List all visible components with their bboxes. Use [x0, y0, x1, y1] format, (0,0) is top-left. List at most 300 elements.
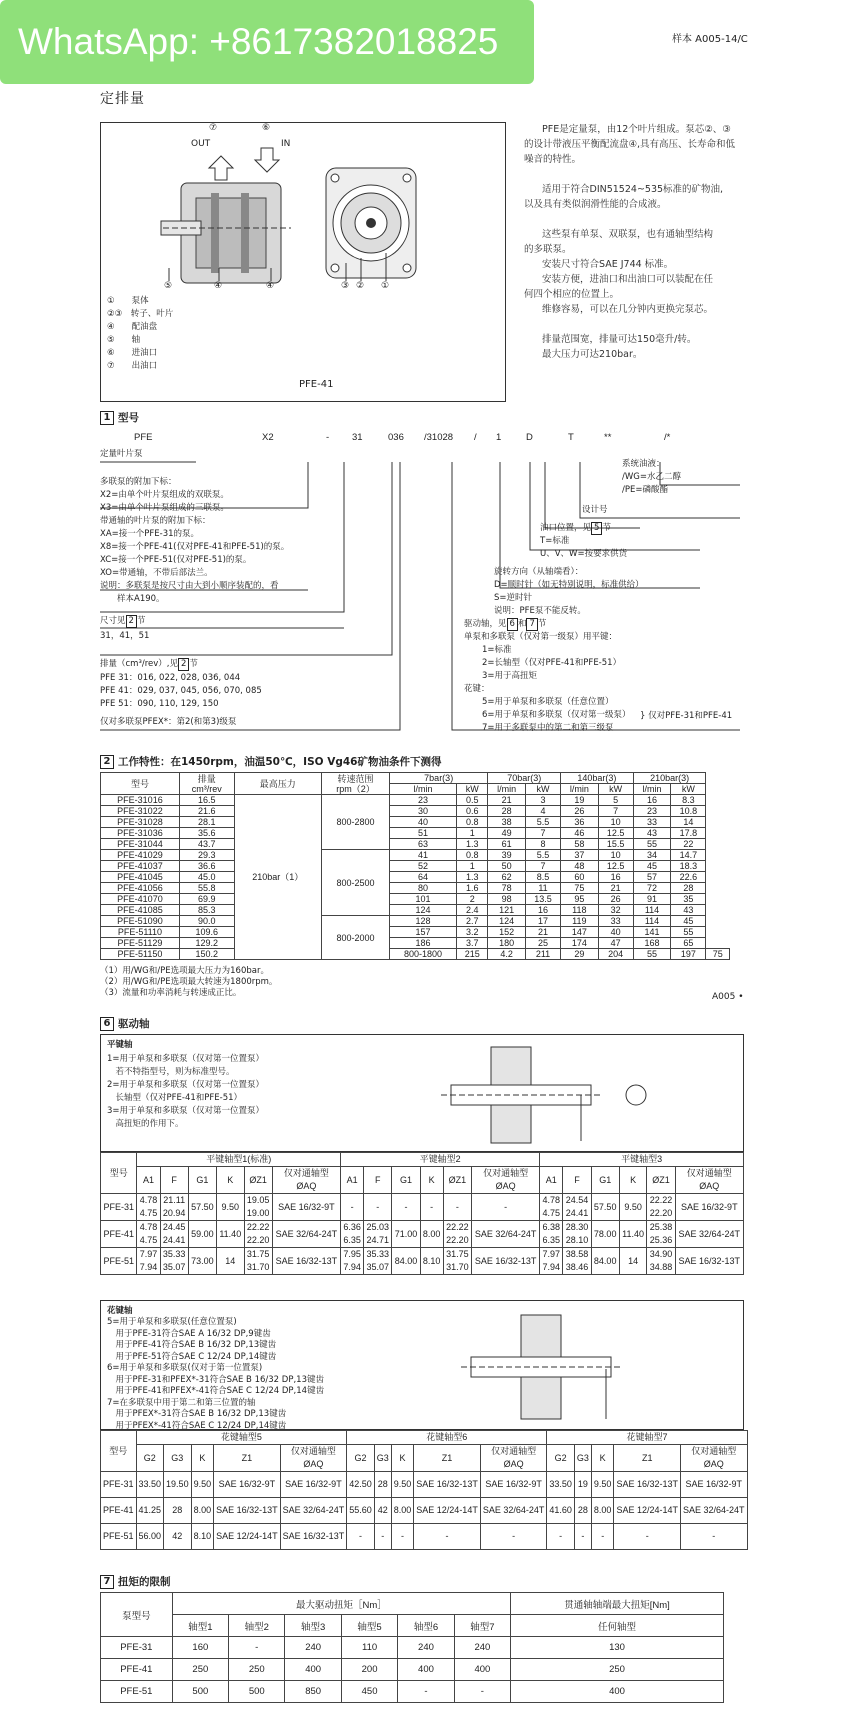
pump-figure-box	[100, 122, 506, 402]
in-callout: ⑥	[262, 123, 271, 133]
cell-value: 1	[457, 861, 488, 872]
cell-value: 400	[285, 1659, 341, 1681]
section-2-header: 2 工作特性：在1450rpm，油温50℃，ISO Vg46矿物油条件下测得	[100, 754, 442, 769]
cell-value: 23	[389, 795, 456, 806]
doc-id: 样本 A005-14/C	[672, 34, 748, 45]
cell-value: 35	[671, 894, 706, 905]
cell-value: 25.38 25.36	[647, 1221, 675, 1248]
cell-model: PFE-31	[101, 1472, 137, 1498]
cell-value: 41.25	[136, 1498, 164, 1524]
cell-value: 9.50	[591, 1472, 614, 1498]
key-shaft-table: 型号 平键轴型1(标准) 平键轴型2 平键轴型3 A1 F G1 K ØZ1 仅对通轴型 ØAQ A1 F G1 K ØZ1 仅对通轴型 ØAQ A1 F G1 K ØZ1 仅对通轴型 ØAQ PFE-31 4.78 4.75 21.11 20.94 57.50 9.50 19.05 19.00 SAE 16/32-9T - - - - - - 4.78 4.75 24.54 24.41 57.50 9.50 22.22 22.20 SAE 16/32-9T PFE-41 4.78 4.75 24.45 24.41 59.00 11.40 22.22 22.20 SAE 32/64-24T 6.36 6.35 25.03 24.71 71.00 8.00 22.22 22.20 SAE 32/64-24T 6.38 6.35 28.30 28.10 78.00 11.40 25.38 25.36 SAE 32/64-24T PFE-51 7.97 7.94 35.33 35.07 73.00 14 31.75 31.70 SAE 16/32-13T 7.95 7.94 35.33 35.07 84.00 8.10 31.75 31.70 SAE 16/32-13T 7.97 7.94 38.58 38.46 84.00 14 34.90 34.88 SAE 16/32-13T	[100, 1152, 744, 1275]
cell-value: 13.5	[525, 894, 560, 905]
cell-value: 45	[671, 916, 706, 927]
cell-value: 10	[598, 817, 633, 828]
dim-header: 仅对通轴型 ØAQ	[471, 1167, 539, 1194]
dim-header: G3	[164, 1445, 192, 1472]
cell-value: -	[347, 1524, 375, 1550]
cell-value: 10	[598, 850, 633, 861]
cell-displacement: 28.1	[179, 817, 234, 828]
table-row	[101, 1221, 744, 1248]
cell-value: 28	[374, 1472, 391, 1498]
cell-model: PFE-41045	[101, 872, 180, 883]
cell-displacement: 55.8	[179, 883, 234, 894]
model-name: 定量叶片泵	[100, 449, 143, 459]
dim-header: Z1	[414, 1445, 481, 1472]
cell-value: 42.50	[347, 1472, 375, 1498]
cell-value: 124	[488, 916, 526, 927]
cell-value: 9.50	[191, 1472, 214, 1498]
cell-value: 130	[511, 1637, 724, 1659]
cell-value: -	[614, 1524, 681, 1550]
cell-model: PFE-31028	[101, 817, 180, 828]
cell-value: SAE 16/32-13T	[614, 1472, 681, 1498]
cell-model: PFE-41	[101, 1221, 137, 1248]
cell-value: 9.50	[619, 1194, 647, 1221]
cell-displacement: 43.7	[179, 839, 234, 850]
cell-value: 118	[561, 905, 599, 916]
cell-value: 197	[671, 949, 706, 960]
whatsapp-overlay: WhatsApp: +8617382018825	[0, 0, 534, 84]
cell-displacement: 109.6	[179, 927, 234, 938]
cell-value: 121	[488, 905, 526, 916]
cell-value: 12.5	[598, 828, 633, 839]
cell-model: PFE-51110	[101, 927, 180, 938]
cell-value: 174	[561, 938, 599, 949]
cell-value: 14	[217, 1248, 245, 1275]
cell-value: 28	[671, 883, 706, 894]
cell-value: 211	[525, 949, 560, 960]
cell-value: SAE 16/32-13T	[675, 1248, 743, 1275]
cell-value: 186	[389, 938, 456, 949]
cell-value: 91	[633, 894, 671, 905]
section-1-header: 1 型号	[100, 410, 139, 425]
cell-value: SAE 32/64-24T	[480, 1498, 547, 1524]
cell-value: 128	[389, 916, 456, 927]
cell-value: 240	[285, 1637, 341, 1659]
dim-header: ØZ1	[443, 1167, 471, 1194]
cell-value: 450	[341, 1681, 397, 1703]
cell-value: 25.03 24.71	[364, 1221, 392, 1248]
table-row	[101, 1524, 748, 1550]
cell-value: 19	[561, 795, 599, 806]
cell-value: 147	[561, 927, 599, 938]
cell-value: 19	[574, 1472, 591, 1498]
displacement-head: 排量（cm³/rev）,见 2 节	[100, 659, 198, 669]
cell-value: SAE 16/32-13T	[471, 1248, 539, 1275]
subtitle: 定排量	[100, 91, 145, 107]
cell-displacement: 35.6	[179, 828, 234, 839]
cell-value: 38.58 38.46	[563, 1248, 591, 1275]
cell-value: 240	[454, 1637, 510, 1659]
cell-value: 21	[488, 795, 526, 806]
figure-caption: PFE-41	[299, 379, 334, 390]
cell-value: 16	[633, 795, 671, 806]
dim-header: K	[591, 1445, 614, 1472]
cell-value: 64	[389, 872, 456, 883]
cell-value: 57.50	[591, 1194, 619, 1221]
cell-value: 0.8	[457, 817, 488, 828]
col-max-pressure: 最高压力	[234, 773, 321, 795]
table-row	[101, 1248, 744, 1275]
cell-model: PFE-51	[101, 1248, 137, 1275]
size-label: 尺寸见 2 节	[100, 616, 146, 626]
cell-model: PFE-41	[101, 1498, 137, 1524]
cell-value: 24.45 24.41	[160, 1221, 188, 1248]
cell-value: SAE 16/32-9T	[675, 1194, 743, 1221]
cell-value: 215	[457, 949, 488, 960]
table-row	[101, 1637, 724, 1659]
cell-value: 141	[633, 927, 671, 938]
cell-value: 400	[511, 1681, 724, 1703]
key-shaft-box: 平键轴 1=用于单泵和多联泵（仅对第一位置泵） 若不特指型号，则为标准型号。 2=用于单泵和多联泵（仅对第一位置泵） 长轴型（仅对PFE-41和PFE-51） 3=用于单泵和多联泵（仅对第一位置泵） 高扭矩的作用下。	[100, 1034, 744, 1152]
cell-value: 400	[398, 1659, 454, 1681]
cell-value: 500	[172, 1681, 228, 1703]
cell-value: 5.5	[525, 817, 560, 828]
cell-value: 34	[633, 850, 671, 861]
cell-value: SAE 16/32-13T	[414, 1472, 481, 1498]
torque-table: 泵型号 最大驱动扭矩［Nm］ 贯通轴轴端最大扭矩[Nm] 轴型1 轴型2 轴型3 轴型5 轴型6 轴型7 任何轴型 PFE-31 160 - 240 110 240 240 130 PFE-41 250 250 400 200 400 400 250 PFE-51 500 500 850 450 - - 400	[100, 1592, 724, 1703]
cell-model: PFE-31022	[101, 806, 180, 817]
parts-legend: ① 泵体 ②③ 转子、叶片 ④ 配油盘 ⑤ 轴 ⑥ 进油口 ⑦ 出油口	[107, 296, 174, 371]
cell-value: 6.36 6.35	[341, 1221, 364, 1248]
cell-value: 62	[488, 872, 526, 883]
cell-value: 42	[374, 1498, 391, 1524]
cell-value: 40	[389, 817, 456, 828]
cell-value: 35.33 35.07	[364, 1248, 392, 1275]
cell-value: 63	[389, 839, 456, 850]
table-row	[101, 872, 730, 883]
cell-value: 8.00	[391, 1498, 414, 1524]
cell-value: 19.05 19.00	[244, 1194, 272, 1221]
table-row	[101, 1498, 748, 1524]
table-row	[101, 839, 730, 850]
cell-value: 1	[457, 828, 488, 839]
cell-value: 33.50	[547, 1472, 575, 1498]
cell-value: 7	[598, 806, 633, 817]
cell-value: -	[364, 1194, 392, 1221]
dim-header: A1	[341, 1167, 364, 1194]
cell-value: SAE 16/32-9T	[214, 1472, 281, 1498]
cell-value: 42	[164, 1524, 192, 1550]
spline-shaft-table: 型号 花键轴型5 花键轴型6 花键轴型7 G2 G3 K Z1 仅对通轴型 ØAQ G2 G3 K Z1 仅对通轴型 ØAQ G2 G3 K Z1 仅对通轴型 ØAQ PFE-31 33.50 19.50 9.50 SAE 16/32-9T SAE 16/32-9T 42.50 28 9.50 SAE 16/32-13T SAE 16/32-9T 33.50 19 9.50 SAE 16/32-13T SAE 16/32-9T PFE-41 41.25 28 8.00 SAE 16/32-13T SAE 32/64-24T 55.60 42 8.00 SAE 12/24-14T SAE 32/64-24T 41.60 28 8.00 SAE 12/24-14T SAE 32/64-24T PFE-51 56.00 42 8.10 SAE 12/24-14T SAE 16/32-13T - - - - - - - - - -	[100, 1430, 748, 1550]
cell-value: 21.11 20.94	[160, 1194, 188, 1221]
cell-value: 35.33 35.07	[160, 1248, 188, 1275]
cell-value: -	[443, 1194, 471, 1221]
cell-value: 7.97 7.94	[137, 1248, 160, 1275]
cell-value: 14	[619, 1248, 647, 1275]
cell-value: 2.7	[457, 916, 488, 927]
cell-value: 24.54 24.41	[563, 1194, 591, 1221]
cell-value: 41.60	[547, 1498, 575, 1524]
cell-model: PFE-41070	[101, 894, 180, 905]
cell-value: 3.7	[457, 938, 488, 949]
cell-value: SAE 12/24-14T	[414, 1498, 481, 1524]
cell-value: 58	[561, 839, 599, 850]
cell-value: 180	[488, 938, 526, 949]
cell-value: 200	[341, 1659, 397, 1681]
cell-value: 850	[285, 1681, 341, 1703]
cell-value: 65	[671, 938, 706, 949]
cell-model: PFE-31044	[101, 839, 180, 850]
dim-header: A1	[540, 1167, 563, 1194]
table-row	[101, 1659, 724, 1681]
out-callout: ⑦	[209, 123, 218, 133]
cell-value: 52	[389, 861, 456, 872]
cell-value: -	[480, 1524, 547, 1550]
cell-value: 98	[488, 894, 526, 905]
cell-value: 1.3	[457, 872, 488, 883]
cell-value: SAE 16/32-9T	[480, 1472, 547, 1498]
cell-value: 101	[389, 894, 456, 905]
cell-value: 3.2	[457, 927, 488, 938]
cell-value: SAE 32/64-24T	[681, 1498, 748, 1524]
dim-header: K	[619, 1167, 647, 1194]
cell-value: 75	[561, 883, 599, 894]
cell-value: 17.8	[671, 828, 706, 839]
cell-value: 28	[164, 1498, 192, 1524]
cell-value: 7	[525, 861, 560, 872]
cell-value: 11.40	[619, 1221, 647, 1248]
cell-value: 30	[389, 806, 456, 817]
dim-header: 仅对通轴型 ØAQ	[272, 1167, 340, 1194]
cell-value: -	[391, 1524, 414, 1550]
table-row	[101, 949, 730, 960]
cell-model: PFE-41037	[101, 861, 180, 872]
cell-speed: 800-1800	[389, 949, 456, 960]
cell-value: -	[574, 1524, 591, 1550]
cell-value: 14	[671, 817, 706, 828]
cell-value: 250	[172, 1659, 228, 1681]
cell-value: 57	[633, 872, 671, 883]
cell-value: SAE 32/64-24T	[272, 1221, 340, 1248]
multi-note: 仅对多联泵PFEX*：第2(和第3)级泵	[100, 717, 237, 727]
cell-value: 95	[561, 894, 599, 905]
cell-value: 72	[633, 883, 671, 894]
cell-value: 22.22 22.20	[647, 1194, 675, 1221]
cell-value: 31.75 31.70	[244, 1248, 272, 1275]
cell-value: 25	[525, 938, 560, 949]
spline-shaft-box: 花键轴 5=用于单泵和多联泵(任意位置泵) 用于PFE-31符合SAE A 16/32 DP,9键齿 用于PFE-41符合SAE B 16/32 DP,13键齿 用于PFE-51符合SAE C 12/24 DP,14键齿 6=用于单泵和多联泵(仅对于第一位置泵) 用于PFE-31和PFEX*-31符合SAE B 16/32 DP,13键齿 用于PFE-41和PFEX*-41符合SAE C 12/24 DP,14键齿 7=在多联泵中用于第二和第三位置的轴 用于PFEX*-31符合SAE B 16/32 DP,13键齿 用于PFEX*-41符合SAE C 12/24 DP,14键齿	[100, 1300, 744, 1430]
cell-value: 41	[389, 850, 456, 861]
cell-value: 8.10	[420, 1248, 443, 1275]
cell-value: 28.30 28.10	[563, 1221, 591, 1248]
cell-displacement: 69.9	[179, 894, 234, 905]
in-label: IN	[281, 139, 291, 149]
cell-value: 4.2	[488, 949, 526, 960]
cell-value: 33	[598, 916, 633, 927]
cell-model: PFE-41085	[101, 905, 180, 916]
cell-value: 1.6	[457, 883, 488, 894]
cell-value: 23	[633, 806, 671, 817]
table-row	[101, 850, 730, 861]
out-label: OUT	[191, 139, 211, 149]
cell-value: 34.90 34.88	[647, 1248, 675, 1275]
cell-value: SAE 32/64-24T	[675, 1221, 743, 1248]
dim-header: K	[217, 1167, 245, 1194]
cell-model: PFE-51090	[101, 916, 180, 927]
dim-header: 仅对通轴型 ØAQ	[280, 1445, 347, 1472]
dim-header: G2	[136, 1445, 164, 1472]
cell-value: 18.3	[671, 861, 706, 872]
cell-value: 240	[398, 1637, 454, 1659]
dim-header: ØZ1	[244, 1167, 272, 1194]
cell-value: 250	[511, 1659, 724, 1681]
dim-header: F	[160, 1167, 188, 1194]
dim-header: G3	[574, 1445, 591, 1472]
cell-value: 55.60	[347, 1498, 375, 1524]
cell-value: 9.50	[391, 1472, 414, 1498]
dim-header: ØZ1	[647, 1167, 675, 1194]
cell-value: 7.97 7.94	[540, 1248, 563, 1275]
col-speed: 转速范围 rpm（2）	[322, 773, 390, 795]
cell-value: 7.95 7.94	[341, 1248, 364, 1275]
drive-note: } 仅对PFE-31和PFE-41	[640, 711, 733, 721]
cell-value: 160	[172, 1637, 228, 1659]
cell-value: -	[471, 1194, 539, 1221]
cell-value: 49	[488, 828, 526, 839]
cell-value: 12.5	[598, 861, 633, 872]
table-row	[101, 894, 730, 905]
cell-value: 33.50	[136, 1472, 164, 1498]
cell-value: -	[681, 1524, 748, 1550]
dim-header: F	[563, 1167, 591, 1194]
cell-value: 84.00	[392, 1248, 420, 1275]
spline-shaft-drawing	[431, 1309, 731, 1425]
cell-speed: 800-2500	[322, 850, 390, 916]
callout-3: ③	[341, 281, 350, 291]
dim-header: A1	[137, 1167, 160, 1194]
cell-value: 60	[561, 872, 599, 883]
cell-value: 26	[598, 894, 633, 905]
cell-value: 47	[598, 938, 633, 949]
cell-value: 157	[389, 927, 456, 938]
cell-value: -	[398, 1681, 454, 1703]
table-row	[101, 905, 730, 916]
cell-value: -	[392, 1194, 420, 1221]
cell-value: 28	[574, 1498, 591, 1524]
cell-value: 8.00	[191, 1498, 214, 1524]
cell-pressure: 210bar（1）	[234, 795, 321, 960]
cell-value: 36	[561, 817, 599, 828]
cell-value: 9.50	[217, 1194, 245, 1221]
dim-header: 仅对通轴型 ØAQ	[681, 1445, 748, 1472]
dim-header: 仅对通轴型 ØAQ	[675, 1167, 743, 1194]
cell-model: PFE-31016	[101, 795, 180, 806]
cell-value: -	[547, 1524, 575, 1550]
cell-value: 4.78 4.75	[137, 1194, 160, 1221]
cell-value: 16	[598, 872, 633, 883]
cell-model: PFE-51150	[101, 949, 180, 960]
dim-header: F	[364, 1167, 392, 1194]
cell-model: PFE-31	[101, 1194, 137, 1221]
cell-value: 0.5	[457, 795, 488, 806]
cell-value: 0.6	[457, 806, 488, 817]
cell-value: 8.00	[591, 1498, 614, 1524]
callout-4b: ④	[266, 281, 275, 291]
cell-value: 152	[488, 927, 526, 938]
cell-model: PFE-51129	[101, 938, 180, 949]
cell-value: 11.40	[217, 1221, 245, 1248]
callout-1: ①	[381, 281, 390, 291]
cell-value: 5	[598, 795, 633, 806]
port-position: 油口位置，见 5 节 T=标准 U、V、W=按要求供货	[540, 523, 628, 559]
cell-value: 57.50	[188, 1194, 216, 1221]
cell-displacement: 16.5	[179, 795, 234, 806]
cell-value: 250	[229, 1659, 285, 1681]
cell-value: 80	[389, 883, 456, 894]
cell-value: 56.00	[136, 1524, 164, 1550]
table-row	[101, 1194, 744, 1221]
cell-model: PFE-41	[101, 1659, 173, 1681]
dim-header: G1	[392, 1167, 420, 1194]
multi-pump-options: 多联泵的附加下标： X2=由单个叶片泵组成的双联泵。 X3=由单个叶片泵组成的三联泵。 带通轴的叶片泵的附加下标： XA=接一个PFE-31的泵。 X8=接一个PFE-41(仅对PFE-41和PFE-51)的泵。 XC=接一个PFE-51(仅对PFE-51)的泵。 XO=带通轴，不带后部法兰。 说明：多联泵是按尺寸由大到小顺序装配的，看 样本A190。	[100, 477, 290, 604]
cell-value: 5.5	[525, 850, 560, 861]
cell-value: 55	[671, 927, 706, 938]
rotation-direction: 旋转方向（从轴端看）： D=顺时针（如无特别说明，标准供给） S=逆时针 说明：PFE泵不能反转。	[494, 567, 644, 616]
cell-value: 8.5	[525, 872, 560, 883]
table-row	[101, 861, 730, 872]
table-row	[101, 817, 730, 828]
cell-model: PFE-31	[101, 1637, 173, 1659]
dim-header: G1	[591, 1167, 619, 1194]
cell-value: 73.00	[188, 1248, 216, 1275]
section-7-header: 7 扭矩的限制	[100, 1574, 171, 1589]
cell-value: 51	[389, 828, 456, 839]
cell-value: 16	[525, 905, 560, 916]
dim-header: Z1	[614, 1445, 681, 1472]
table-row	[101, 927, 730, 938]
cell-value: 59.00	[188, 1221, 216, 1248]
dim-header: K	[191, 1445, 214, 1472]
callout-5: ⑤	[164, 281, 173, 291]
cell-value: 14.7	[671, 850, 706, 861]
cell-model: PFE-51	[101, 1524, 137, 1550]
cell-value: 78	[488, 883, 526, 894]
cell-value: 7	[525, 828, 560, 839]
performance-table: 型号 排量 cm³/rev 最高压力 转速范围 rpm（2） 7bar(3) 70bar(3) 140bar(3) 210bar(3) l/min kW l/min kW l/min kW l/min kW PFE-31016 16.5 210bar（1） 800-2800 23 0.5 21 3 19 5 16 8.3 PFE-31022 21.6 30 0.6 28 4 26 7 23 10.8 PFE-31028 28.1 40 0.8 38 5.5 36 10 33 14 PFE-31036 35.6 51 1 49 7 46 12.5 43 17.8 PFE-31044 43.7 63 1.3 61 8 58 15.5 55 22 PFE-41029 29.3 800-2500 41 0.8 39 5.5 37 10 34 14.7 PFE-41037 36.6 52 1 50 7 48 12.5 45 18.3 PFE-41045 45.0 64 1.3 62 8.5 60 16 57 22.6 PFE-41056 55.8 80 1.6 78 11 75 21 72 28 PFE-41070 69.9 101 2 98 13.5 95 26 91 35 PFE-41085 85.3 124 2.4 121 16 118 32 114 43 PFE-51090 90.0 800-2000 128 2.7 124 17 119 33 114 45 PFE-51110 109.6 157 3.2 152 21 147 40 141 55 PFE-51129 129.2 186 3.7 180 25 174 47 168 65 PFE-51150 150.2 800-1800 215 4.2 211 29 204 55 197 75	[100, 772, 730, 960]
cell-displacement: 150.2	[179, 949, 234, 960]
cell-displacement: 90.0	[179, 916, 234, 927]
cell-speed: 800-2000	[322, 916, 390, 960]
cell-value: SAE 32/64-24T	[471, 1221, 539, 1248]
cell-value: 61	[488, 839, 526, 850]
dim-header: G2	[347, 1445, 375, 1472]
drive-shaft-options: 驱动轴，见 6 和 7 节 单泵和多联泵（仅对第一级泵）用平键： 1=标准 2=长轴型（仅对PFE-41和PFE-51） 3=用于高扭矩 花键： 5=用于单泵和多联泵（任意位置） 6=用于单泵和多联泵（仅对第一级泵） 7=用于多联泵中的第二和第三级泵	[464, 619, 631, 733]
cell-value: 33	[633, 817, 671, 828]
cell-value: 78.00	[591, 1221, 619, 1248]
cell-value: 114	[633, 916, 671, 927]
dim-header: G2	[547, 1445, 575, 1472]
cell-displacement: 36.6	[179, 861, 234, 872]
performance-notes: （1）用/WG和/PE选项最大压力为160bar。 （2）用/WG和/PE选项最大转速为1800rpm。 （3）流量和功率消耗与转速成正比。	[100, 966, 278, 998]
page-code: A005 •	[712, 992, 744, 1002]
cell-value: 4	[525, 806, 560, 817]
cell-value: SAE 16/32-9T	[272, 1194, 340, 1221]
cell-value: 38	[488, 817, 526, 828]
dim-header: G1	[188, 1167, 216, 1194]
fluid-options: 系统油液： /WG=水乙二醇 /PE=磷酸酯	[622, 459, 681, 495]
cell-model: PFE-41029	[101, 850, 180, 861]
intro-text: PFE是定量泵，由12个叶片组成。泵芯②、③ 的设计带液压平衡配流盘④,具有高压、长寿命和低 噪音的特性。 适用于符合DIN51524~535标准的矿物油, 以及具有类似润滑性能的合成液。 这些泵有单泵、双联泵，也有通轴型结构 的多联泵。 安装尺寸符合SAE J744 标准。 安装方便，进油口和出油口可以装配在任 何四个相应的位置上。 维修容易，可以在几分钟内更换完泵芯。 排量范围宽，排量可达150毫升/转。 最大压力可达210bar。	[524, 124, 736, 360]
cell-value: 22.22 22.20	[443, 1221, 471, 1248]
cell-value: 71.00	[392, 1221, 420, 1248]
cell-displacement: 129.2	[179, 938, 234, 949]
cell-value: SAE 16/32-9T	[280, 1472, 347, 1498]
cell-value: -	[374, 1524, 391, 1550]
cell-value: 1.3	[457, 839, 488, 850]
key-shaft-drawing	[431, 1041, 731, 1149]
